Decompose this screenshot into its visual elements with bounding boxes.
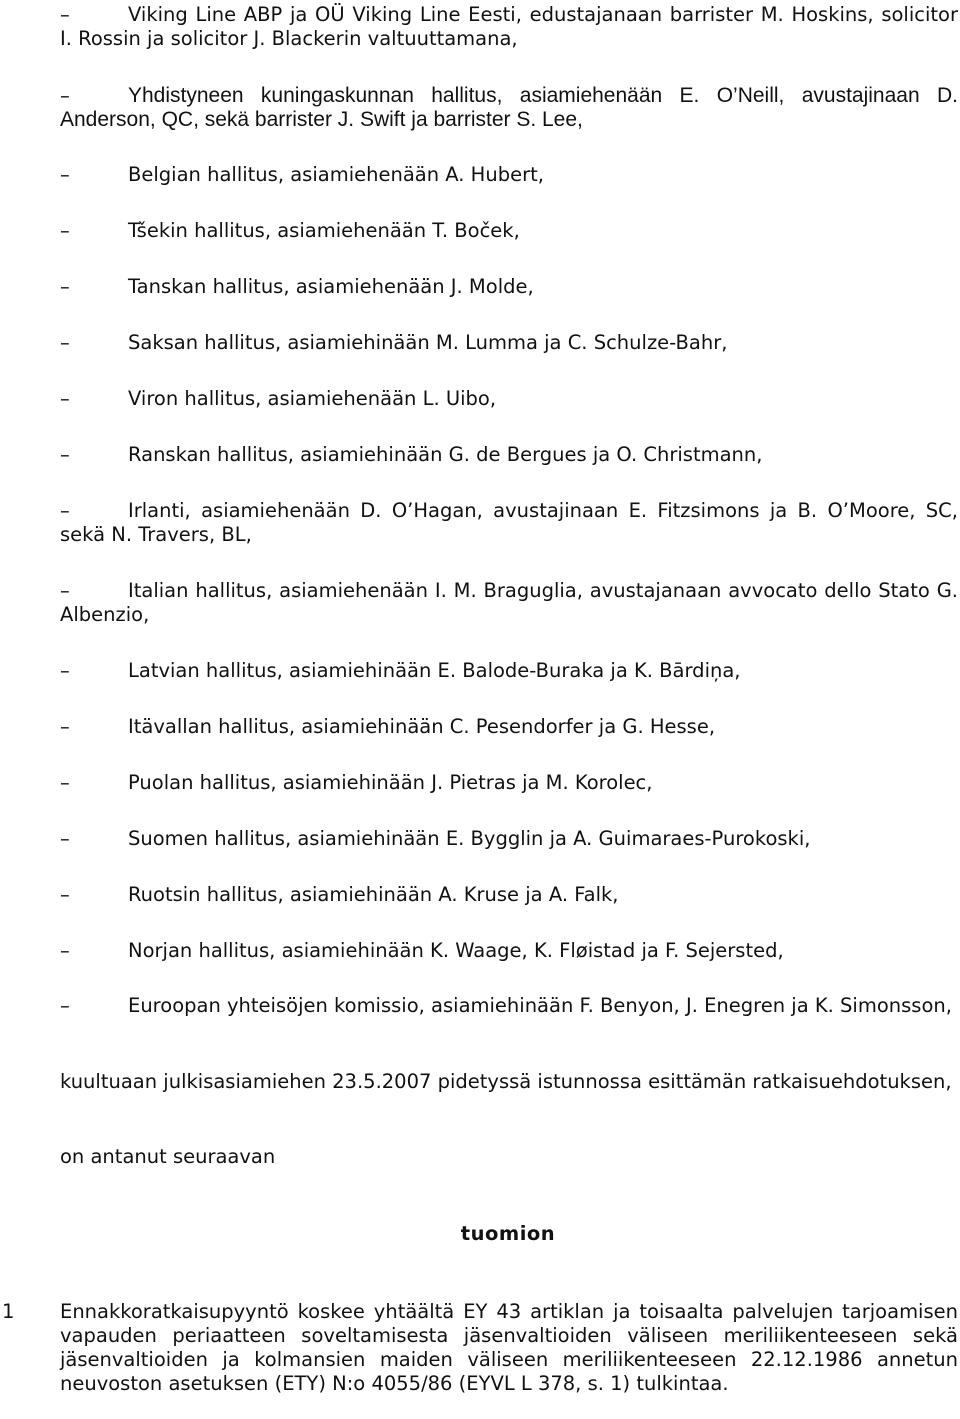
party-entry-poland	[60, 771, 958, 795]
list-dash: –	[60, 715, 70, 738]
entry-text: Viking Line ABP ja OÜ Viking Line Eesti, edustajanaan barrister M. Hoskins, solicitor I. Rossin ja solicitor J. Blackerin valtuuttamana,	[60, 3, 958, 50]
party-entry-germany	[60, 331, 958, 355]
list-dash: –	[60, 579, 70, 602]
entry-text: Itävallan hallitus, asiamiehinään C. Pesendorfer ja G. Hesse,	[128, 715, 716, 738]
paragraph-opinion: kuultuaan julkisasiamiehen 23.5.2007 pidetyssä istunnossa esittämän ratkaisuehdotuksen,	[60, 1070, 952, 1093]
entry-text: Italian hallitus, asiamiehenään I. M. Braguglia, avustajanaan avvocato dello Stato G. Albenzio,	[60, 579, 958, 626]
party-entry-france	[60, 443, 958, 467]
entry-text: Puolan hallitus, asiamiehinään J. Pietras ja M. Korolec,	[128, 771, 653, 794]
list-dash: –	[60, 443, 70, 466]
list-dash: –	[60, 939, 70, 962]
list-dash: –	[60, 771, 70, 794]
entry-text: Viron hallitus, asiamiehenään L. Uibo,	[128, 387, 497, 410]
list-dash: –	[60, 219, 70, 242]
entry-text: Tšekin hallitus, asiamiehenään T. Boček,	[128, 219, 520, 242]
party-entry-belgium	[60, 163, 958, 187]
party-entry-ireland	[60, 499, 958, 547]
list-dash: –	[60, 883, 70, 906]
entry-text: Irlanti, asiamiehenään D. O’Hagan, avustajinaan E. Fitzsimons ja B. O’Moore, SC, sekä N. Travers, BL,	[60, 499, 958, 546]
paragraph-given: on antanut seuraavan	[60, 1145, 276, 1168]
entry-text: Tanskan hallitus, asiamiehenään J. Molde,	[128, 275, 534, 298]
entry-text: Latvian hallitus, asiamiehinään E. Balode-Buraka ja K. Bārdiņa,	[128, 659, 741, 682]
list-dash: –	[60, 84, 70, 107]
entry-text: Ranskan hallitus, asiamiehinään G. de Bergues ja O. Christmann,	[128, 443, 763, 466]
list-dash: –	[60, 275, 70, 298]
entry-text: Saksan hallitus, asiamiehinään M. Lumma ja C. Schulze-Bahr,	[128, 331, 728, 354]
party-entry-latvia	[60, 659, 958, 683]
numbered-paragraph	[2, 1300, 958, 1396]
paragraph-number: 1	[2, 1300, 15, 1323]
party-entry-denmark	[60, 275, 958, 299]
party-entry-commission	[60, 994, 958, 1018]
party-entry-sweden	[60, 883, 958, 907]
paragraph-text: Ennakkoratkaisupyyntö koskee yhtäältä EY 43 artiklan ja toisaalta palvelujen tarjoamisen vapauden periaatteen soveltamisesta jäsenvaltioiden väliseen meriliikenteeseen sekä jäsenvaltioiden ja kolmansien maiden väliseen meriliikenteeseen 22.12.1986 annetun neuvoston asetuksen (ETY) N:o 4055/86 (EYVL L 378, s. 1) tulkintaa.	[60, 1300, 958, 1395]
list-dash: –	[60, 163, 70, 186]
party-entry-norway	[60, 939, 958, 963]
party-entry-viking-line	[60, 3, 958, 51]
party-entry-austria	[60, 715, 958, 739]
party-entry-united-kingdom	[60, 84, 958, 132]
list-dash: –	[60, 994, 70, 1017]
list-dash: –	[60, 3, 70, 26]
party-entry-estonia	[60, 387, 958, 411]
entry-text: Yhdistyneen kuningaskunnan hallitus, asiamiehenään E. O’Neill, avustajinaan D. Anderson, QC, sekä barrister J. Swift ja barrister S. Lee,	[60, 84, 958, 131]
party-entry-finland	[60, 827, 958, 851]
party-entry-czech	[60, 219, 958, 243]
entry-text: Suomen hallitus, asiamiehinään E. Bygglin ja A. Guimaraes-Purokoski,	[128, 827, 811, 850]
list-dash: –	[60, 331, 70, 354]
entry-text: Norjan hallitus, asiamiehinään K. Waage, K. Fløistad ja F. Sejersted,	[128, 939, 784, 962]
list-dash: –	[60, 827, 70, 850]
party-entry-italy	[60, 579, 958, 627]
entry-text: Euroopan yhteisöjen komissio, asiamiehinään F. Benyon, J. Enegren ja K. Simonsson,	[128, 994, 952, 1017]
list-dash: –	[60, 387, 70, 410]
judgment-heading: tuomion	[460, 1222, 556, 1245]
list-dash: –	[60, 659, 70, 682]
entry-text: Belgian hallitus, asiamiehenään A. Hubert,	[128, 163, 544, 186]
entry-text: Ruotsin hallitus, asiamiehinään A. Kruse ja A. Falk,	[128, 883, 619, 906]
list-dash: –	[60, 499, 70, 522]
